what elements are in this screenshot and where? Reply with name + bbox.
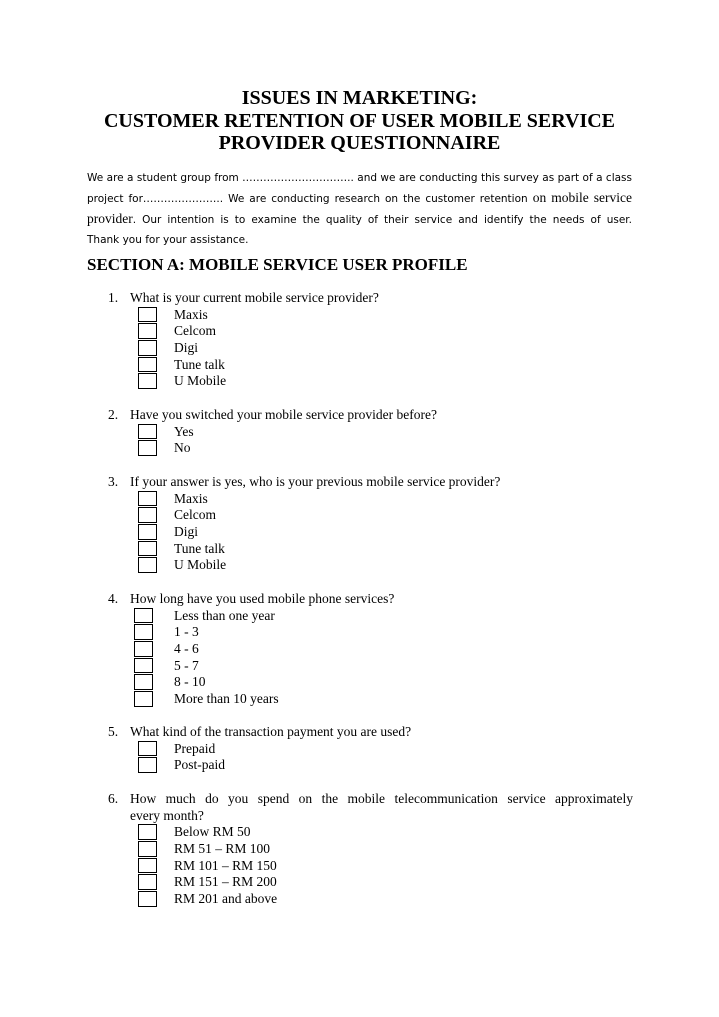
option-label: Yes xyxy=(174,423,194,439)
option xyxy=(108,841,633,858)
option-label: 4 - 6 xyxy=(174,641,199,657)
option-checkbox[interactable] xyxy=(138,340,157,356)
option-label: Post-paid xyxy=(174,757,226,773)
option-label: Less than one year xyxy=(174,607,275,623)
option-label: RM 101 – RM 150 xyxy=(174,857,277,873)
option-label: Tune talk xyxy=(174,540,225,556)
option-checkbox[interactable] xyxy=(134,608,153,624)
option-label: 1 - 3 xyxy=(174,624,199,640)
question-text: How much do you spend on the mobile telecommunication service approximately xyxy=(130,791,633,806)
option-label: U Mobile xyxy=(174,373,227,389)
option-label: 5 - 7 xyxy=(174,657,199,673)
option-label: Tune talk xyxy=(174,356,225,372)
title-line: PROVIDER QUESTIONNAIRE xyxy=(218,132,501,154)
option-checkbox[interactable] xyxy=(138,757,157,773)
option xyxy=(108,507,633,524)
question-number: 2. xyxy=(108,407,119,422)
intro-line: provider. Our intention is to examine the quality of their service and identify the needs of user. xyxy=(87,211,632,226)
question-2 xyxy=(108,407,633,457)
option xyxy=(108,641,633,658)
option-label: No xyxy=(174,440,191,456)
option xyxy=(108,824,633,841)
question-4 xyxy=(108,591,633,708)
option-checkbox[interactable] xyxy=(138,424,157,440)
option-checkbox[interactable] xyxy=(134,658,153,674)
option-checkbox[interactable] xyxy=(138,491,157,507)
option-checkbox[interactable] xyxy=(138,841,157,857)
title-line: CUSTOMER RETENTION OF USER MOBILE SERVICE xyxy=(103,109,616,132)
option-checkbox[interactable] xyxy=(134,624,153,640)
option-label: U Mobile xyxy=(174,557,227,573)
option xyxy=(108,891,633,908)
option xyxy=(108,674,633,691)
option-checkbox[interactable] xyxy=(138,323,157,339)
question-number: 5. xyxy=(108,724,119,739)
document-title xyxy=(60,87,659,155)
option-checkbox[interactable] xyxy=(134,691,153,707)
option-label: Digi xyxy=(174,340,199,356)
option xyxy=(108,858,633,875)
section-title: SECTION A: MOBILE SERVICE USER PROFILE xyxy=(87,255,468,274)
question-5 xyxy=(108,724,633,774)
option-checkbox[interactable] xyxy=(138,874,157,890)
option xyxy=(108,658,633,675)
option-label: Below RM 50 xyxy=(174,824,251,840)
option-label: Prepaid xyxy=(174,740,216,756)
intro-line: Thank you for your assistance. xyxy=(87,234,249,246)
option-checkbox[interactable] xyxy=(138,307,157,323)
question-text: every month? xyxy=(130,807,204,823)
question-text: What is your current mobile service provider? xyxy=(130,290,379,305)
question-text: Have you switched your mobile service provider before? xyxy=(130,407,438,422)
question-number: 1. xyxy=(108,290,119,305)
option xyxy=(108,307,633,324)
option-label: RM 51 – RM 100 xyxy=(174,841,271,857)
option-label: Maxis xyxy=(174,490,208,506)
option xyxy=(108,741,633,758)
option-checkbox[interactable] xyxy=(134,674,153,690)
option xyxy=(108,541,633,558)
intro-line: We are a student group from ………………………….. and we are conducting this survey as part of a class xyxy=(87,172,632,184)
option xyxy=(108,624,633,641)
option xyxy=(108,557,633,574)
option-checkbox[interactable] xyxy=(138,541,157,557)
title-line: ISSUES IN MARKETING: xyxy=(241,87,478,109)
option-checkbox[interactable] xyxy=(134,641,153,657)
option-label: RM 201 and above xyxy=(174,891,278,907)
question-6 xyxy=(108,791,633,908)
option xyxy=(108,424,633,441)
question-3 xyxy=(108,474,633,574)
option-label: RM 151 – RM 200 xyxy=(174,874,277,890)
option-checkbox[interactable] xyxy=(138,373,157,389)
question-1 xyxy=(108,290,633,390)
option xyxy=(108,357,633,374)
intro-paragraph xyxy=(87,168,632,250)
option xyxy=(108,874,633,891)
option xyxy=(108,691,633,708)
option xyxy=(108,440,633,457)
question-text: What kind of the transaction payment you are used? xyxy=(130,724,412,739)
option-label: 8 - 10 xyxy=(174,674,206,690)
intro-line: project for………………….. We are conducting research on the customer retention on mobile service xyxy=(87,190,632,205)
option-checkbox[interactable] xyxy=(138,824,157,840)
option xyxy=(108,323,633,340)
option-checkbox[interactable] xyxy=(138,741,157,757)
option xyxy=(108,524,633,541)
option xyxy=(108,608,633,625)
option-label: Maxis xyxy=(174,306,208,322)
option-checkbox[interactable] xyxy=(138,557,157,573)
option xyxy=(108,340,633,357)
option-checkbox[interactable] xyxy=(138,507,157,523)
question-number: 3. xyxy=(108,474,119,489)
option-checkbox[interactable] xyxy=(138,357,157,373)
option-label: Celcom xyxy=(174,323,216,339)
option-label: Digi xyxy=(174,524,199,540)
question-text: If your answer is yes, who is your previous mobile service provider? xyxy=(130,474,501,489)
question-number: 4. xyxy=(108,591,119,606)
option xyxy=(108,757,633,774)
question-number: 6. xyxy=(108,791,119,806)
option-label: More than 10 years xyxy=(174,691,279,707)
option xyxy=(108,373,633,390)
option-checkbox[interactable] xyxy=(138,891,157,907)
option-checkbox[interactable] xyxy=(138,440,157,456)
option-label: Celcom xyxy=(174,507,216,523)
option-checkbox[interactable] xyxy=(138,524,157,540)
option-checkbox[interactable] xyxy=(138,858,157,874)
question-text: How long have you used mobile phone services? xyxy=(130,591,395,606)
option xyxy=(108,491,633,508)
